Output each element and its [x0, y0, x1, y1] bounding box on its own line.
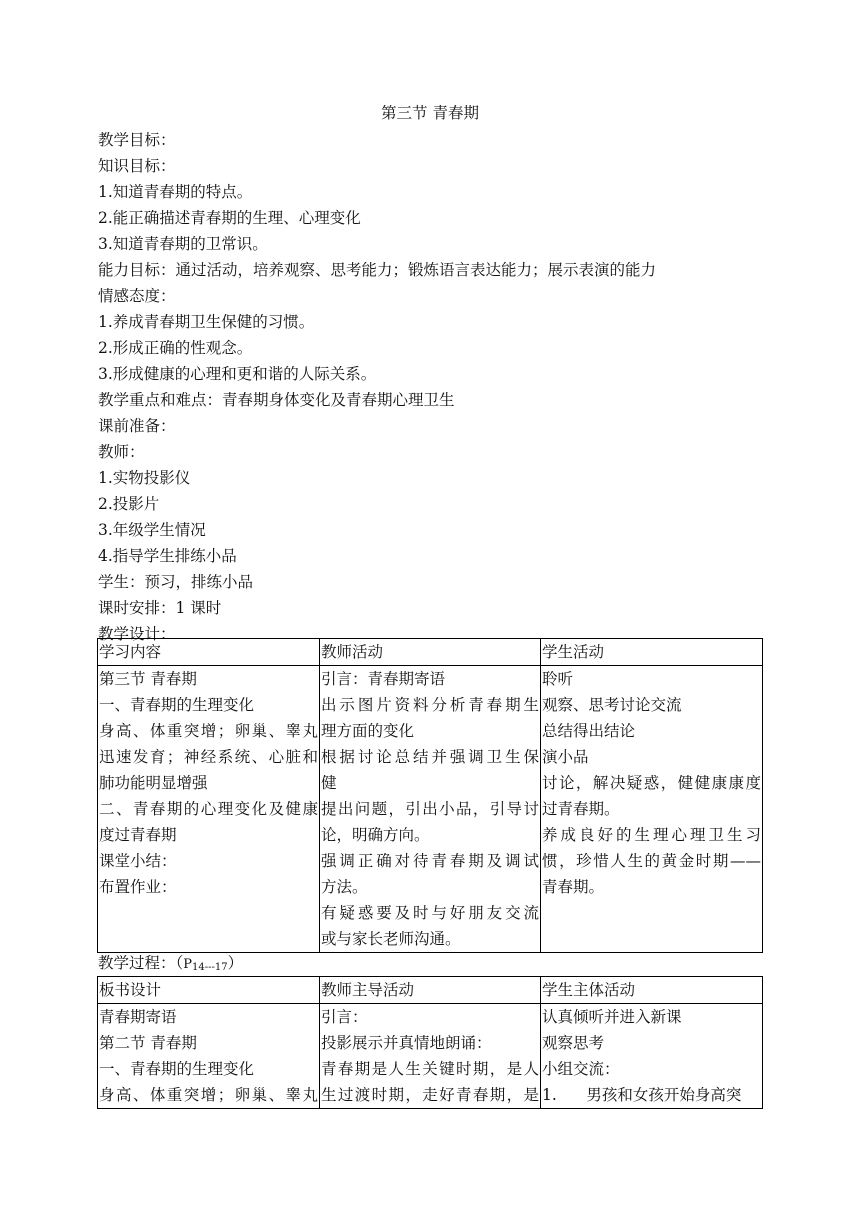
teaching-process-table [97, 976, 763, 1109]
table-header-cell: 学生主体活动 [540, 977, 762, 1004]
cell-text: 1. 男孩和女孩开始身高突 [541, 1086, 742, 1104]
cell-text: 第三节 青春期 [99, 670, 197, 688]
section-heading: 教学目标： [98, 131, 176, 149]
cell-text: 演小品 [541, 748, 589, 766]
cell-text: 青春期。 [541, 878, 604, 896]
text-line: 学生：预习，排练小品 [98, 573, 254, 591]
text-line: 3.年级学生情况 [98, 521, 206, 539]
teaching-process-label [98, 950, 243, 976]
section-heading: 课前准备： [98, 417, 176, 435]
page-ref-range: 14---17 [192, 962, 228, 973]
cell-text: 总结得出结论 [541, 722, 635, 740]
table-row [98, 666, 763, 953]
cell-text: 方法。 [321, 878, 368, 896]
learning-content-cell [98, 666, 320, 953]
cell-text: 提出问题，引出小品，引导讨 [321, 800, 539, 818]
cell-text: 养成良好的生理心理卫生习 [541, 826, 761, 844]
cell-text: 身高、体重突增；卵巢、睾丸 [99, 722, 318, 740]
intro-section [98, 127, 778, 647]
text-line: 教学重点和难点：青春期身体变化及青春期心理卫生 [98, 391, 455, 409]
cell-text: 二、青春期的心理变化及健康 [99, 800, 318, 818]
cell-text: 肺功能明显增强 [99, 774, 208, 792]
cell-text: 引言： [321, 1008, 368, 1026]
board-design-cell [98, 1004, 320, 1109]
document-title: 第三节 青春期 [381, 104, 479, 122]
cell-text: 观察、思考讨论交流 [541, 696, 682, 714]
student-activity-cell [540, 666, 762, 953]
cell-text: 布置作业： [99, 878, 177, 896]
teacher-led-activity-cell [320, 1004, 541, 1109]
table-header-cell: 板书设计 [98, 977, 320, 1004]
page-ref-prefix: P [183, 957, 193, 972]
table-header-cell: 学习内容 [98, 639, 320, 666]
cell-text: 迅速发育；神经系统、心脏和 [99, 748, 318, 766]
section-heading: 知识目标： [98, 157, 176, 175]
table-row [98, 1004, 763, 1109]
student-led-activity-cell [540, 1004, 762, 1109]
cell-text: 生过渡时期，走好青春期，是 [321, 1086, 539, 1104]
cell-text: 青春期寄语 [99, 1008, 177, 1026]
cell-text: 强调正确对待青春期及调试 [321, 852, 539, 870]
text-line: 2.形成正确的性观念。 [98, 339, 253, 357]
cell-text: 观察思考 [541, 1034, 604, 1052]
cell-text: 身高、体重突增；卵巢、睾丸 [99, 1086, 318, 1104]
table-header-row [98, 639, 763, 666]
cell-text: 论，明确方向。 [321, 826, 430, 844]
cell-text: 惯，珍惜人生的黄金时期—— [541, 852, 761, 870]
text-line: 1.知道青春期的特点。 [98, 183, 253, 201]
cell-text: 出示图片资料分析青春期生 [321, 696, 539, 714]
cell-text: 课堂小结： [99, 852, 177, 870]
table-header-row [98, 977, 763, 1004]
process-label-text: 教学过程：（ [98, 954, 184, 972]
table-header-cell: 学生活动 [540, 639, 762, 666]
cell-text: 小组交流： [541, 1060, 620, 1078]
cell-text: 或与家长老师沟通。 [321, 930, 461, 948]
cell-text: 第二节 青春期 [99, 1034, 197, 1052]
text-line: 3.形成健康的心理和更和谐的人际关系。 [98, 365, 377, 383]
cell-text: 一、青春期的生理变化 [99, 1060, 255, 1078]
cell-text: 度过青春期 [99, 826, 177, 844]
text-line: 2.投影片 [98, 495, 160, 513]
cell-text: 一、青春期的生理变化 [99, 696, 255, 714]
teaching-design-table [97, 638, 763, 953]
cell-text: 聆听 [541, 670, 573, 688]
teacher-activity-cell [320, 666, 541, 953]
section-heading: 教师： [98, 443, 145, 461]
text-line: 课时安排：1 课时 [98, 599, 222, 617]
cell-text: 讨论，解决疑惑，健健康康度 [541, 774, 761, 792]
cell-text: 健 [321, 774, 337, 792]
section-heading: 教学设计： [98, 625, 176, 643]
cell-text: 认真倾听并进入新课 [541, 1008, 682, 1026]
text-line: 3.知道青春期的卫常识。 [98, 235, 268, 253]
cell-text: 青春期是人生关键时期，是人 [321, 1060, 539, 1078]
cell-text: 有疑惑要及时与好朋友交流 [321, 904, 539, 922]
cell-text: 过青春期。 [541, 800, 620, 818]
text-line: 1.实物投影仪 [98, 469, 191, 487]
process-label-close: ） [227, 954, 244, 972]
text-line: 2.能正确描述青春期的生理、心理变化 [98, 209, 361, 227]
text-line: 1.养成青春期卫生保健的习惯。 [98, 313, 315, 331]
text-line: 4.指导学生排练小品 [98, 547, 237, 565]
text-line: 能力目标：通过活动，培养观察、思考能力；锻炼语言表达能力；展示表演的能力 [98, 261, 657, 279]
table-header-cell: 教师主导活动 [320, 977, 541, 1004]
table-header-cell: 教师活动 [320, 639, 541, 666]
cell-text: 根据讨论总结并强调卫生保 [321, 748, 539, 766]
cell-text: 投影展示并真情地朗诵： [321, 1034, 492, 1052]
section-heading: 情感态度： [98, 287, 176, 305]
cell-text: 理方面的变化 [321, 722, 415, 740]
cell-text: 引言：青春期寄语 [321, 670, 446, 688]
